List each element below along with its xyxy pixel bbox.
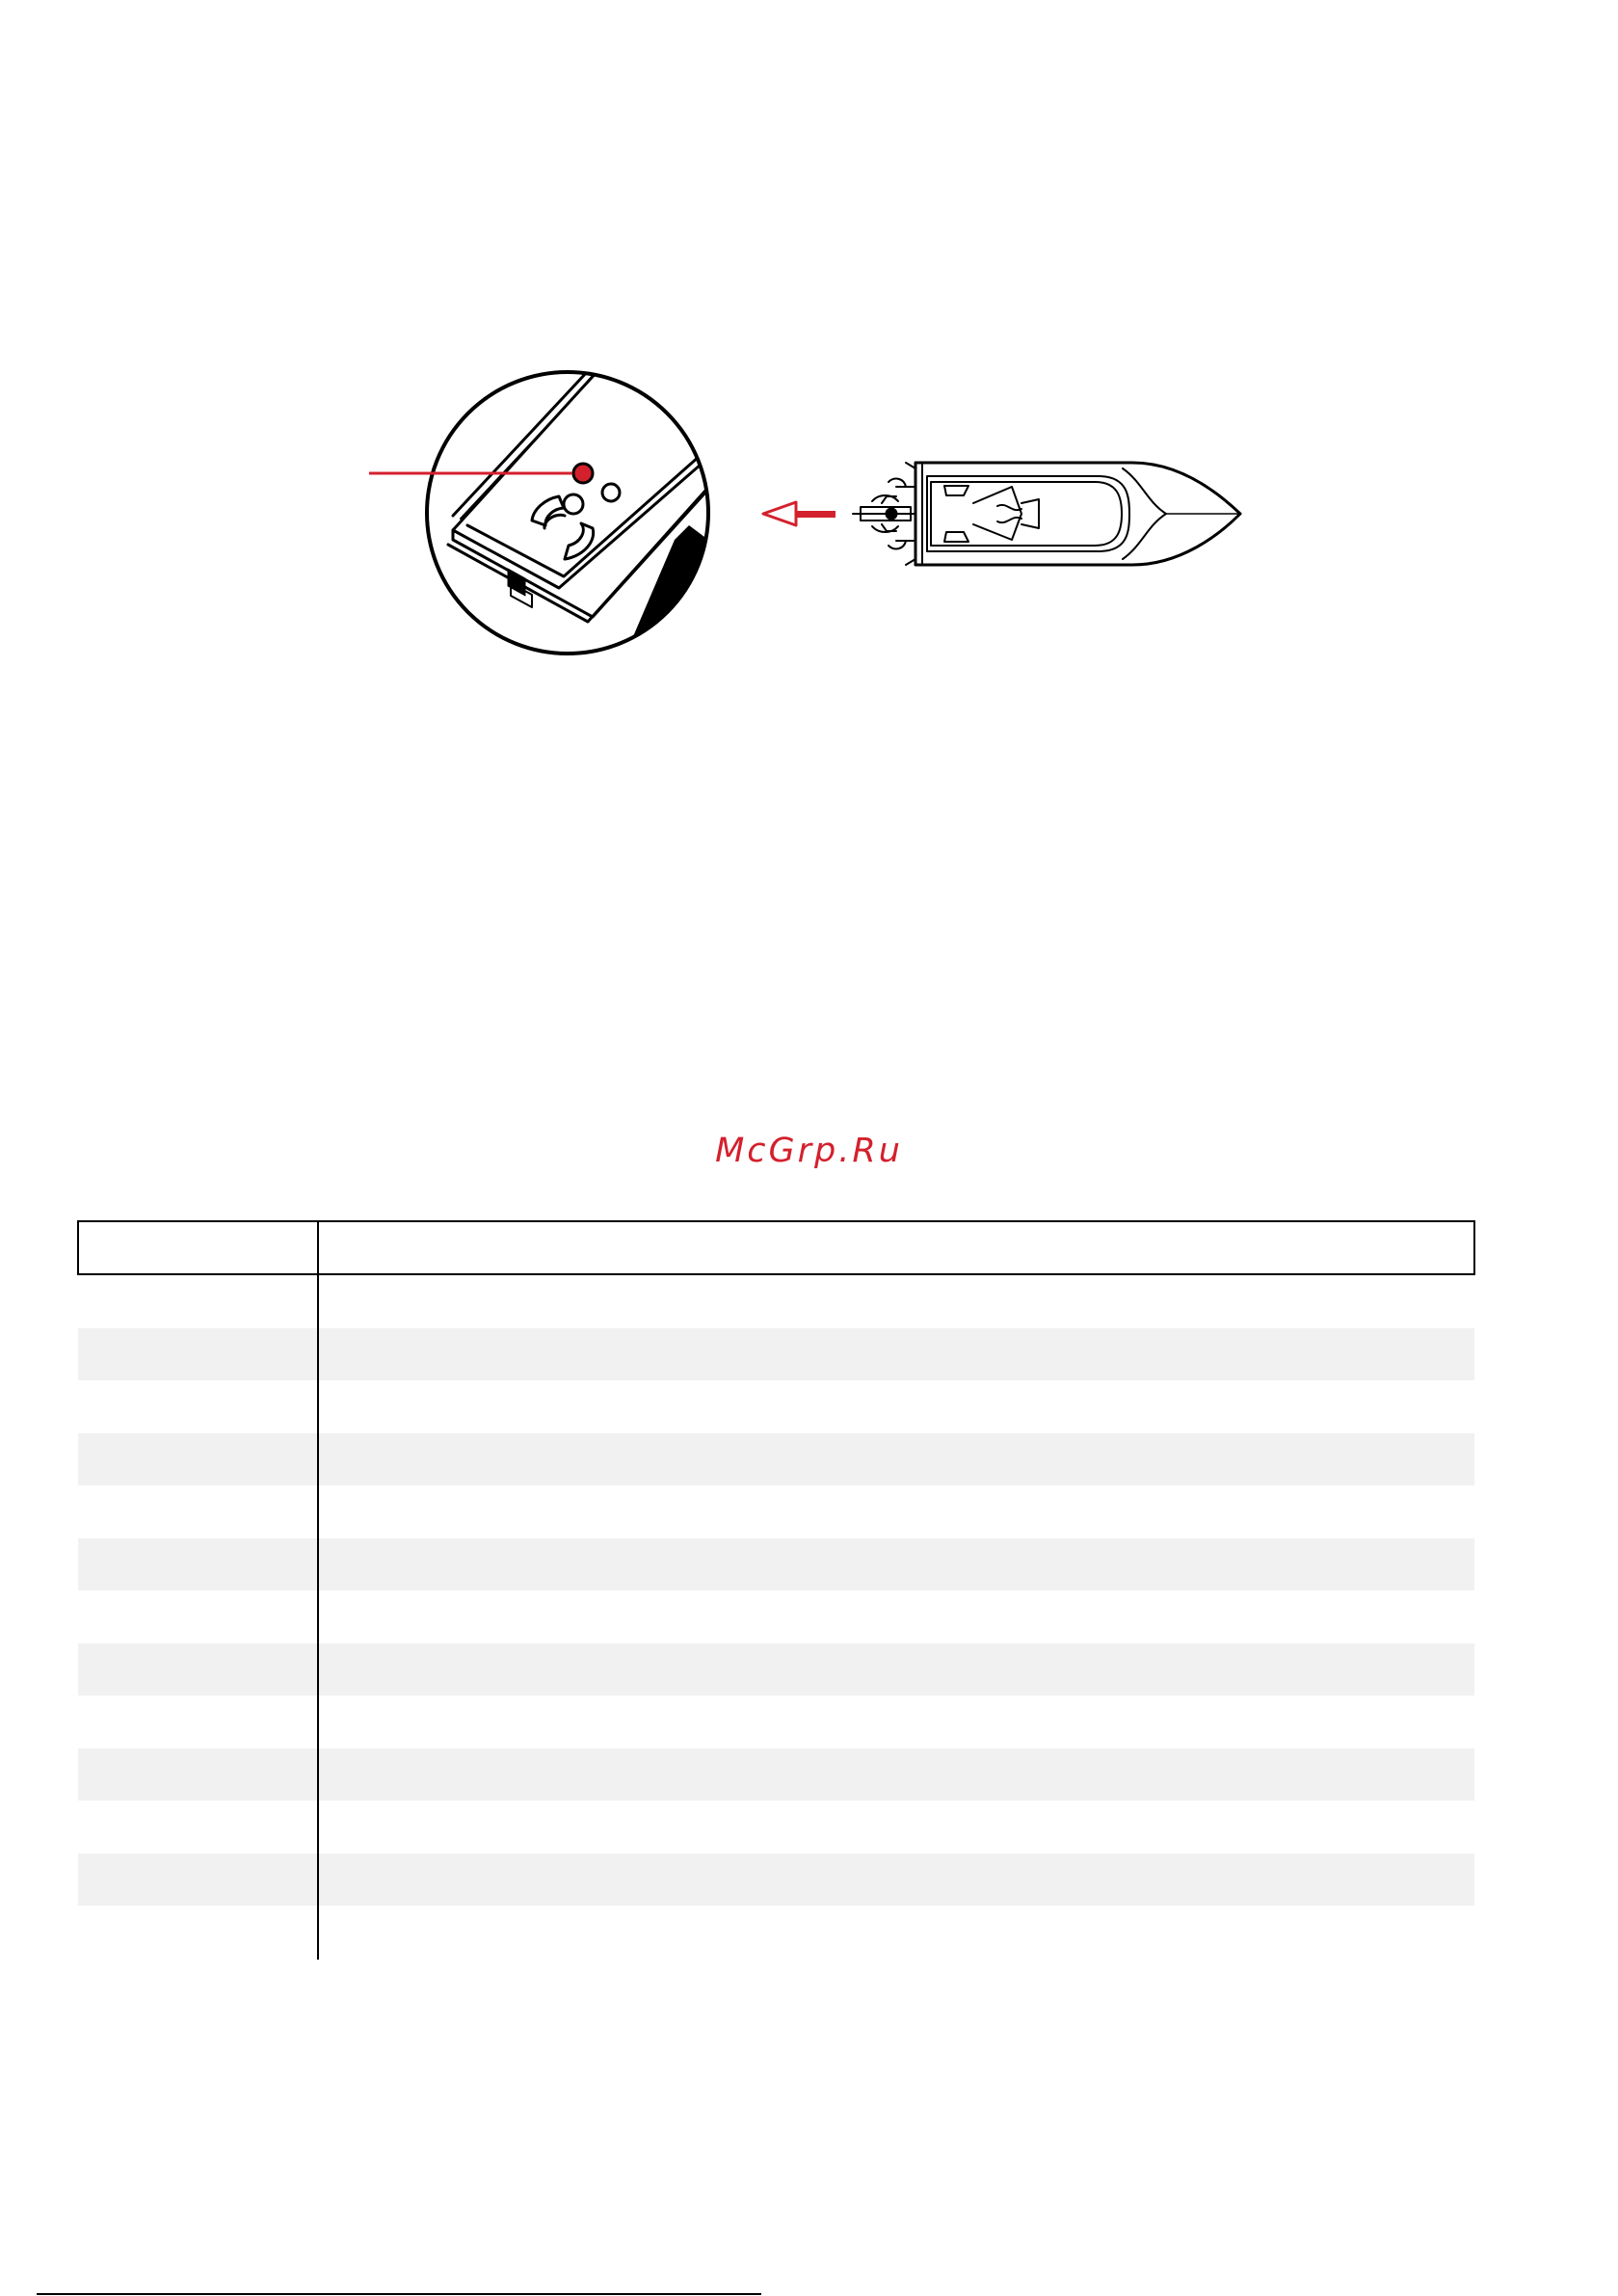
table-row [78,1749,1474,1802]
table-cell-value [318,1590,1474,1643]
table-cell-param [78,1433,318,1486]
table-cell-param [78,1380,318,1433]
table-row [78,1695,1474,1749]
rc-boat-top-view [853,463,1240,565]
spec-table [77,1220,1475,1960]
table-cell-value [318,1380,1474,1433]
table-cell-value [318,1801,1474,1854]
table-cell-param [78,1749,318,1802]
table-row [78,1854,1474,1907]
table-row [78,1538,1474,1591]
table-cell-value [318,1695,1474,1749]
table-row [78,1328,1474,1381]
table-row [78,1801,1474,1854]
table-cell-value [318,1854,1474,1907]
table-cell-param [78,1906,318,1960]
table-cell-value [318,1749,1474,1802]
table-cell-param [78,1590,318,1643]
table-cell-param [78,1538,318,1591]
table-cell-param [78,1695,318,1749]
table-row [78,1906,1474,1960]
table-header-row [78,1221,1474,1274]
table-cell-value [318,1906,1474,1960]
table-row [78,1433,1474,1486]
table-cell-value [318,1538,1474,1591]
table-cell-param [78,1485,318,1538]
table-cell-param [78,1801,318,1854]
table-cell-value [318,1433,1474,1486]
table-row [78,1590,1474,1643]
watermark-text: McGrp.Ru [715,1132,903,1170]
table-cell-value [318,1485,1474,1538]
table-cell-value [318,1274,1474,1328]
footer-divider [37,2293,761,2295]
table-cell-value [318,1328,1474,1381]
table-row [78,1485,1474,1538]
table-row [78,1380,1474,1433]
table-header-cell [78,1221,318,1274]
table-row [78,1643,1474,1696]
table-cell-param [78,1854,318,1907]
table-cell-value [318,1643,1474,1696]
arrow-left-icon [763,502,836,525]
table-header-cell [318,1221,1474,1274]
remote-control-closeup [427,371,732,675]
table-cell-param [78,1643,318,1696]
figure-illustration [0,0,1618,675]
table-cell-param [78,1328,318,1381]
table-row [78,1274,1474,1328]
table-cell-param [78,1274,318,1328]
